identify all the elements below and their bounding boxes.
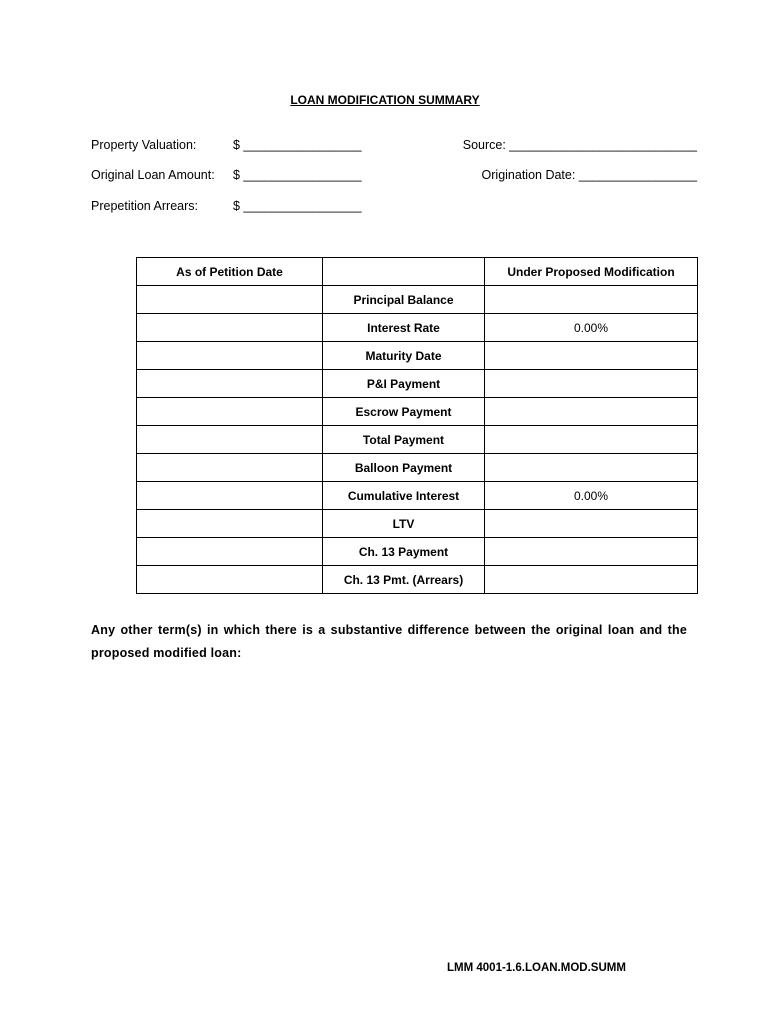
- row-label: Escrow Payment: [323, 398, 485, 426]
- row-label: P&I Payment: [323, 370, 485, 398]
- table-row: [137, 342, 698, 370]
- source-field[interactable]: Source: ___________________________: [462, 138, 697, 152]
- proposed-modification-cell[interactable]: [485, 566, 698, 594]
- row-label: Ch. 13 Payment: [323, 538, 485, 566]
- row-label: Maturity Date: [323, 342, 485, 370]
- proposed-modification-cell[interactable]: 0.00%: [485, 482, 698, 510]
- row-label: Balloon Payment: [323, 454, 485, 482]
- row-label: Ch. 13 Pmt. (Arrears): [323, 566, 485, 594]
- header-under-proposed-modification: Under Proposed Modification: [485, 258, 698, 286]
- table-row: [137, 538, 698, 566]
- prepetition-arrears-field[interactable]: $ _________________: [233, 199, 362, 213]
- form-id-footer: LMM 4001-1.6.LOAN.MOD.SUMM: [447, 962, 626, 974]
- document-title: [0, 93, 770, 107]
- proposed-modification-cell[interactable]: [485, 370, 698, 398]
- proposed-modification-cell[interactable]: [485, 342, 698, 370]
- petition-date-cell[interactable]: [137, 566, 323, 594]
- prepetition-arrears-label: Prepetition Arrears:: [91, 199, 198, 213]
- table-row: [137, 286, 698, 314]
- table-row: [137, 314, 698, 342]
- petition-date-cell[interactable]: [137, 398, 323, 426]
- row-label: Principal Balance: [323, 286, 485, 314]
- proposed-modification-cell[interactable]: [485, 286, 698, 314]
- row-label: Interest Rate: [323, 314, 485, 342]
- loan-summary-table: [136, 257, 698, 594]
- table-row: [137, 482, 698, 510]
- proposed-modification-cell[interactable]: [485, 426, 698, 454]
- row-label: Cumulative Interest: [323, 482, 485, 510]
- proposed-modification-cell[interactable]: [485, 538, 698, 566]
- table-row: [137, 510, 698, 538]
- document-title-text: LOAN MODIFICATION SUMMARY: [290, 93, 480, 107]
- proposed-modification-cell[interactable]: 0.00%: [485, 314, 698, 342]
- header-middle: [323, 258, 485, 286]
- petition-date-cell[interactable]: [137, 370, 323, 398]
- table-row: [137, 398, 698, 426]
- original-loan-amount-label: Original Loan Amount:: [91, 168, 215, 182]
- original-loan-amount-field[interactable]: $ _________________: [233, 168, 362, 182]
- petition-date-cell[interactable]: [137, 538, 323, 566]
- origination-date-field[interactable]: Origination Date: _________________: [481, 168, 697, 182]
- table-row: [137, 566, 698, 594]
- petition-date-cell[interactable]: [137, 314, 323, 342]
- petition-date-cell[interactable]: [137, 510, 323, 538]
- header-as-of-petition-date: As of Petition Date: [137, 258, 323, 286]
- petition-date-cell[interactable]: [137, 454, 323, 482]
- other-terms-text: Any other term(s) in which there is a substantive difference between the original loan and the proposed modified loan:: [91, 623, 687, 660]
- table-header-row: [137, 258, 698, 286]
- table-row: [137, 370, 698, 398]
- table-row: [137, 426, 698, 454]
- petition-date-cell[interactable]: [137, 286, 323, 314]
- row-label: LTV: [323, 510, 485, 538]
- proposed-modification-cell[interactable]: [485, 510, 698, 538]
- petition-date-cell[interactable]: [137, 426, 323, 454]
- petition-date-cell[interactable]: [137, 342, 323, 370]
- petition-date-cell[interactable]: [137, 482, 323, 510]
- row-label: Total Payment: [323, 426, 485, 454]
- proposed-modification-cell[interactable]: [485, 398, 698, 426]
- property-valuation-label: Property Valuation:: [91, 138, 197, 152]
- proposed-modification-cell[interactable]: [485, 454, 698, 482]
- property-valuation-field[interactable]: $ _________________: [233, 138, 362, 152]
- table-row: [137, 454, 698, 482]
